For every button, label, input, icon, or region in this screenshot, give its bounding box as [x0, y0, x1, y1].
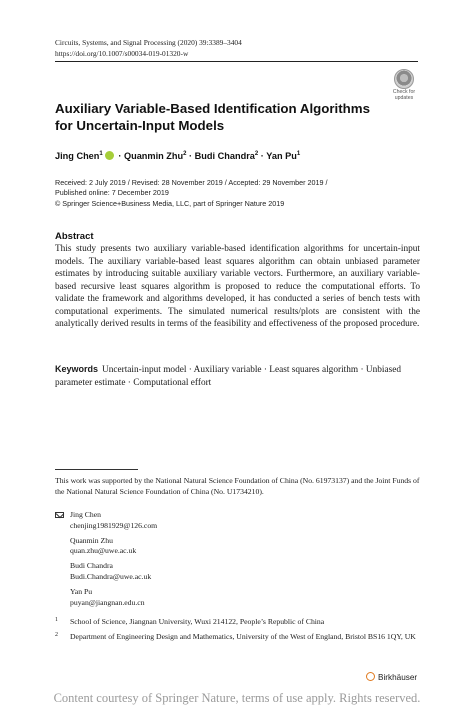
affiliation-text: Department of Engineering Design and Mathematics, University of the West of England, Bristol BS16 1QY, UK	[70, 631, 416, 641]
check-for-updates-badge[interactable]	[388, 69, 420, 103]
author-list: Jing Chen$^1$ · Quanmin Zhu$^2$ · Budi Chandra$^2$ · Yan Pu$^1$	[55, 151, 301, 162]
dates-line: Published online: 7 December 2019	[55, 188, 169, 198]
contact-name: Jing Chen	[70, 510, 101, 519]
birkhauser-icon	[366, 672, 375, 681]
paper-title: Auxiliary Variable-Based Identification Algorithms for Uncertain-Input Models	[55, 101, 371, 133]
header-rule	[55, 61, 418, 62]
publication-dates	[55, 178, 328, 209]
journal-header	[55, 38, 242, 59]
contact-name: Yan Pu	[70, 587, 93, 597]
author-sup: 2	[254, 151, 259, 157]
keywords	[55, 363, 420, 389]
abstract-heading: Abstract	[55, 231, 94, 242]
check-updates-icon	[394, 69, 414, 89]
doi-link[interactable]: https://doi.org/10.1007/s00034-019-01320-w	[55, 48, 189, 58]
contact-name: Budi Chandra	[70, 561, 113, 571]
author-name[interactable]: Budi Chandra	[194, 151, 255, 162]
contact-item	[55, 510, 157, 531]
badge-line2: updates	[394, 94, 414, 101]
courtesy-watermark: Content courtesy of Springer Nature, terms of use apply. Rights reserved.	[53, 691, 421, 705]
contact-email[interactable]: Budi.Chandra@uwe.ac.uk	[70, 571, 152, 581]
affiliation-item	[55, 617, 420, 628]
footnote-rule	[55, 469, 138, 470]
contact-list	[55, 510, 157, 613]
author-name[interactable]: Yan Pu	[266, 151, 297, 162]
journal-citation: Circuits, Systems, and Signal Processing (2020) 39:3389–3404	[55, 38, 242, 47]
author-sup: 2	[183, 151, 187, 157]
dates-line: Received: 2 July 2019 / Revised: 28 November 2019 / Accepted: 29 November 2019 /	[55, 178, 328, 187]
badge-line1: Check for	[392, 89, 416, 95]
envelope-icon	[55, 512, 64, 518]
contact-item	[55, 561, 157, 582]
author-sup: 1	[99, 151, 103, 157]
affiliation-number: 2	[55, 631, 58, 638]
keywords-label: Keywords	[55, 364, 99, 374]
publisher-name: Birkhäuser	[378, 673, 418, 682]
author-sup: 1	[296, 151, 301, 157]
contact-email[interactable]: chenjing1981929@126.com	[70, 520, 158, 530]
contact-name: Quanmin Zhu	[70, 535, 113, 545]
affiliation-list	[55, 617, 420, 646]
orcid-icon[interactable]	[105, 151, 114, 160]
affiliation-number: 1	[55, 617, 58, 623]
publisher-logo	[366, 672, 417, 682]
author-name[interactable]: Quanmin Zhu	[123, 151, 184, 162]
contact-item	[55, 587, 157, 608]
affiliation-text: School of Science, Jiangnan University, Wuxi 214122, People’s Republic of China	[70, 617, 325, 626]
contact-email[interactable]: quan.zhu@uwe.ac.uk	[70, 546, 137, 556]
keywords-text: Uncertain-input model · Auxiliary variable · Least squares algorithm · Unbiased parameter estimate · Computational effort	[55, 365, 401, 388]
funding-note: This work was supported by the National Natural Science Foundation of China (No. 61973137) and the Joint Funds of the National Natural Science Foundation of China (No. U1734210).	[55, 476, 420, 496]
abstract-text: This study presents two auxiliary variable-based identification algorithms for uncertain-input models. The auxiliary variable-based least squares algorithm can obtain unbiased parameter estimates by introducing suitable auxiliary variable vectors. Furthermore, an auxiliary variable-based recursive least squares algorithm is proposed to reduce the computational efforts. To validate the framework and algorithms developed, it has conducted a series of bench tests with computational experiments. The simulated numerical results/plots are consistent with the analytically derived results in terms of the feasibility and effectiveness of the proposed procedure.	[55, 244, 420, 329]
copyright-line: © Springer Science+Business Media, LLC, part of Springer Nature 2019	[55, 198, 285, 208]
affiliation-item	[55, 632, 420, 643]
contact-email[interactable]: puyan@jiangnan.edu.cn	[70, 597, 145, 607]
contact-item	[55, 536, 157, 557]
author-name[interactable]: Jing Chen	[55, 151, 100, 162]
